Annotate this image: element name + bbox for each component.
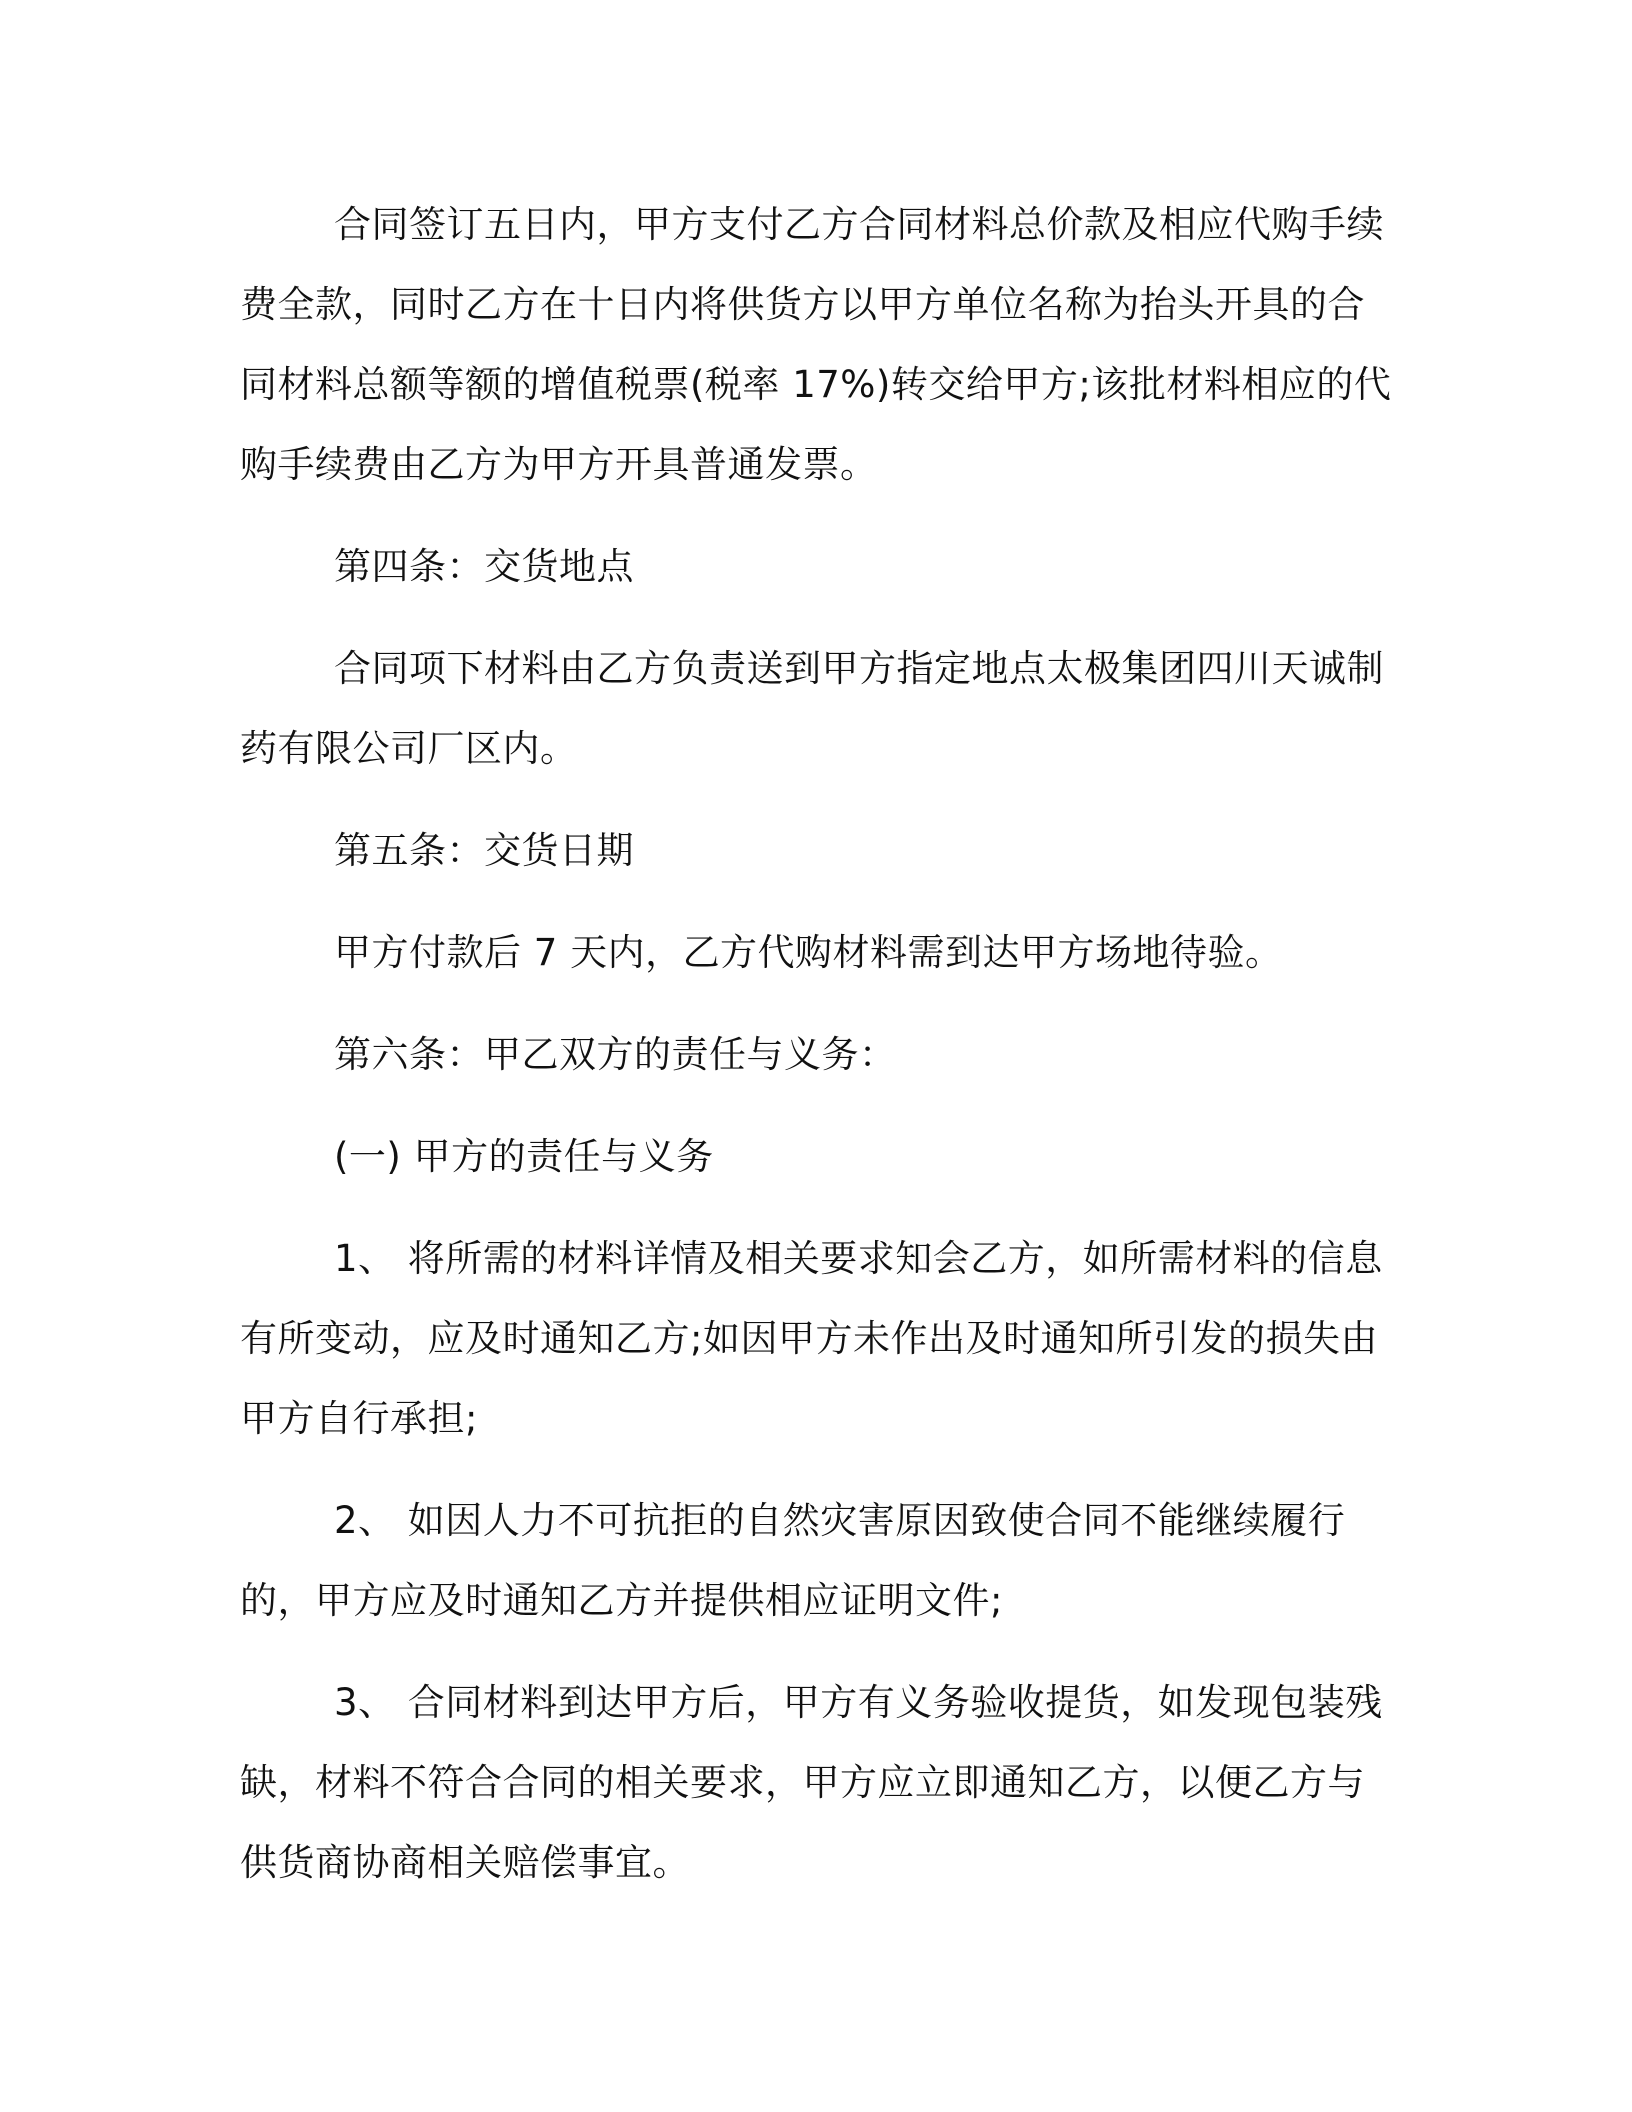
party-a-item-2: 2、 如因人力不可抗拒的自然灾害原因致使合同不能继续履行的，甲方应及时通知乙方并提供相应证明文件; bbox=[240, 1499, 1346, 1622]
article-5-heading: 第五条：交货日期 bbox=[334, 829, 634, 872]
party-a-item-3: 3、 合同材料到达甲方后，甲方有义务验收提货，如发现包装残缺，材料不符合合同的相关要求，甲方应立即通知乙方，以便乙方与供货商协商相关赔偿事宜。 bbox=[240, 1681, 1383, 1884]
document-body bbox=[240, 185, 1395, 1925]
section-party-a-heading: (一) 甲方的责任与义务 bbox=[334, 1135, 714, 1178]
party-a-item-1: 1、 将所需的材料详情及相关要求知会乙方，如所需材料的信息有所变动，应及时通知乙方;如因甲方未作出及时通知所引发的损失由甲方自行承担; bbox=[240, 1237, 1383, 1440]
paragraph-payment-terms: 合同签订五日内，甲方支付乙方合同材料总价款及相应代购手续费全款，同时乙方在十日内将供货方以甲方单位名称为抬头开具的合同材料总额等额的增值税票(税率 17%)转交给甲方;该批材料相应的代购手续费由乙方为甲方开具普通发票。 bbox=[240, 203, 1392, 486]
article-4-heading: 第四条：交货地点 bbox=[334, 545, 634, 588]
article-6-heading: 第六条：甲乙双方的责任与义务： bbox=[334, 1033, 897, 1076]
paragraph-delivery-location: 合同项下材料由乙方负责送到甲方指定地点太极集团四川天诚制药有限公司厂区内。 bbox=[240, 647, 1384, 770]
paragraph-delivery-date: 甲方付款后 7 天内，乙方代购材料需到达甲方场地待验。 bbox=[334, 931, 1283, 974]
